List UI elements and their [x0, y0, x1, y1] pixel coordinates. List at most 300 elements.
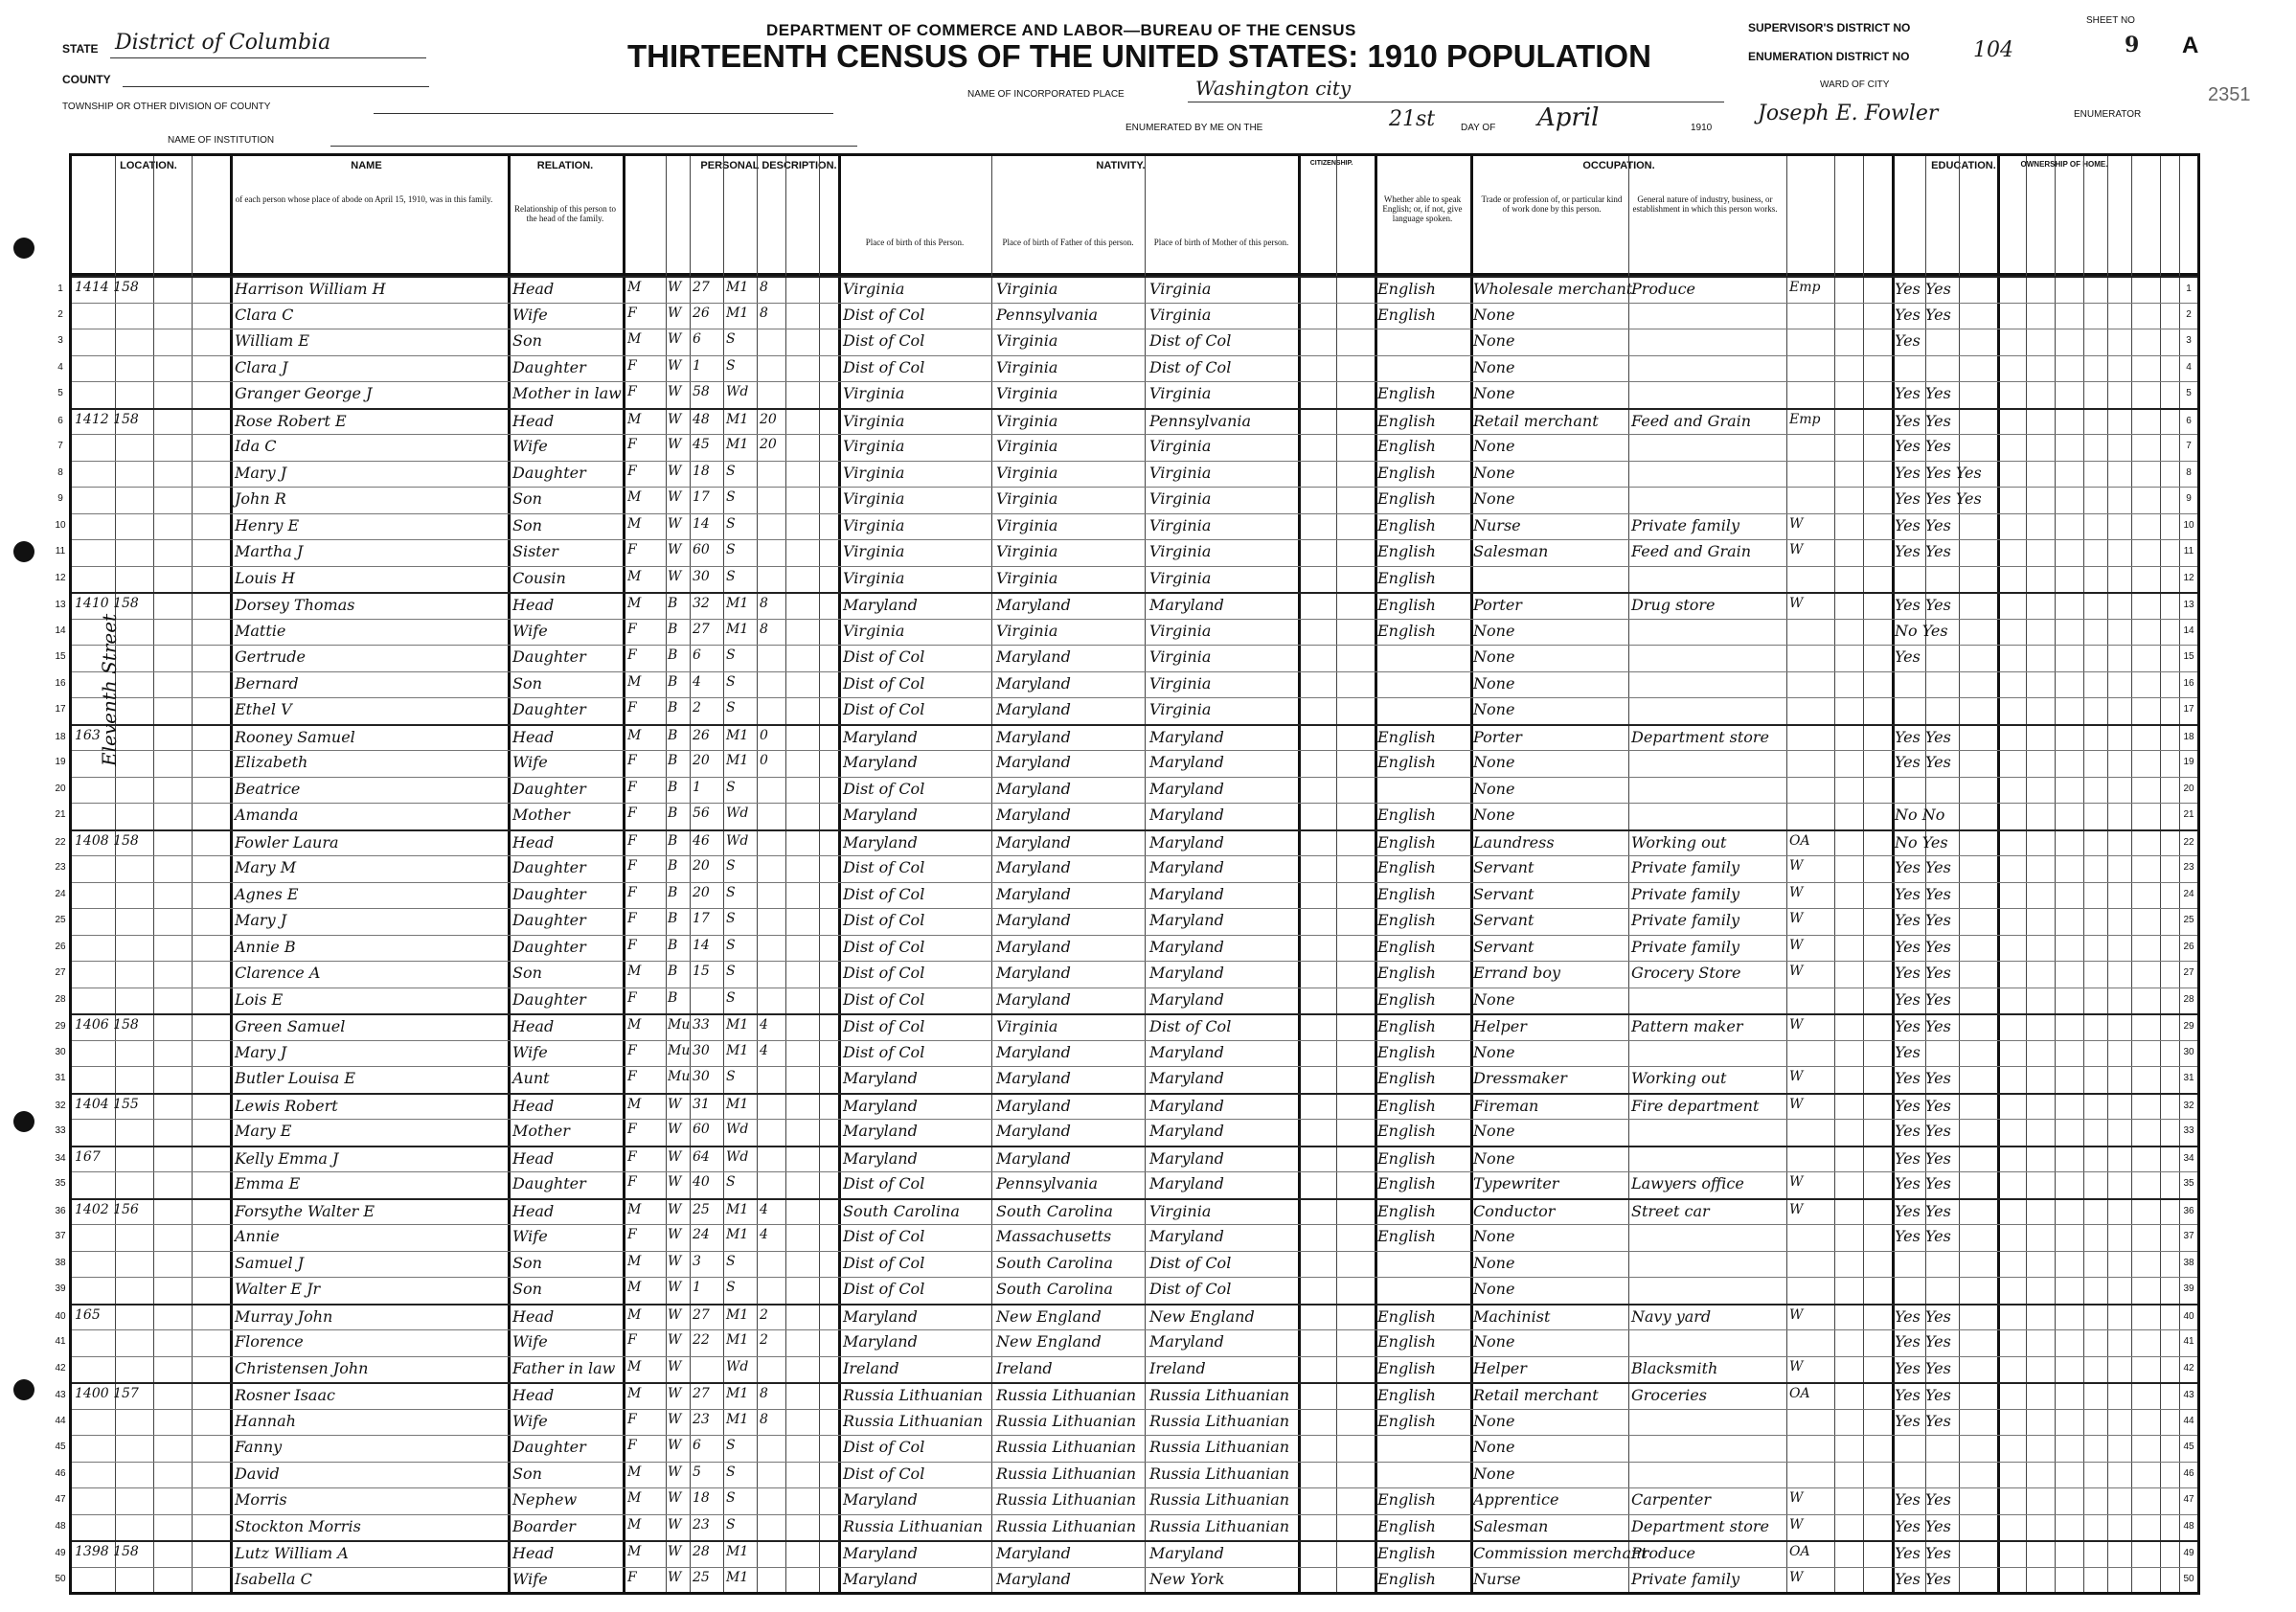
- cell-name: Louis H: [235, 568, 295, 587]
- group-citizenship: CITIZENSHIP.: [1309, 160, 1353, 167]
- cell-lang: English: [1377, 1122, 1436, 1140]
- line-number: 14: [2183, 624, 2194, 636]
- cell-age: 24: [693, 1227, 710, 1242]
- cell-sex: M: [627, 673, 642, 690]
- cell-lang: English: [1377, 727, 1436, 746]
- birth-mother-col-header: Place of birth of Mother of this person.: [1153, 238, 1289, 247]
- cell-b3: Maryland: [1149, 884, 1224, 903]
- cell-rel: Wife: [512, 1332, 548, 1351]
- cell-edu: Yes Yes: [1895, 1386, 1951, 1404]
- cell-rel: Head: [512, 1201, 555, 1220]
- cell-ms: M1: [726, 1332, 749, 1348]
- cell-edu: Yes Yes: [1895, 411, 1951, 430]
- cell-edu: Yes Yes: [1895, 1516, 1951, 1535]
- cell-lang: English: [1377, 1096, 1436, 1115]
- birth-person-col-header: Place of birth of this Person.: [865, 238, 965, 247]
- line-number: 15: [55, 651, 66, 662]
- cell-race: W: [668, 489, 682, 505]
- cell-edu: No Yes: [1895, 832, 1948, 851]
- table-row: [55, 988, 2197, 1013]
- cell-b1: Dist of Col: [843, 1227, 925, 1245]
- cell-race: B: [668, 806, 678, 821]
- cell-age: 30: [693, 1069, 710, 1084]
- line-number: 14: [55, 624, 66, 636]
- cell-sex: F: [627, 621, 637, 637]
- cell-sex: F: [627, 357, 637, 374]
- cell-edu: Yes Yes: [1895, 280, 1951, 298]
- line-number: 17: [55, 704, 66, 715]
- cell-occ: Dressmaker: [1473, 1069, 1567, 1087]
- cell-edu: Yes Yes: [1895, 1569, 1951, 1588]
- line-number: 12: [55, 572, 66, 583]
- cell-b2: Maryland: [996, 700, 1071, 718]
- cell-sex: M: [627, 411, 642, 427]
- cell-ind: Private family: [1631, 937, 1739, 956]
- cell-rel: Son: [512, 673, 542, 692]
- line-number: 16: [2183, 677, 2194, 689]
- cell-occ: Conductor: [1473, 1201, 1556, 1220]
- cell-ms: S: [726, 1464, 736, 1480]
- cell-age: 1: [693, 779, 701, 795]
- line-number: 20: [2183, 783, 2194, 794]
- cell-lang: English: [1377, 1358, 1436, 1377]
- cell-b2: Maryland: [996, 1148, 1071, 1168]
- cell-age: 64: [693, 1148, 710, 1165]
- place-label: NAME OF INCORPORATED PLACE: [967, 89, 1125, 100]
- cell-ind: Private family: [1631, 884, 1739, 903]
- line-number: 35: [55, 1178, 66, 1189]
- line-number: 24: [2183, 888, 2194, 899]
- line-number: 25: [55, 915, 66, 925]
- cell-b1: Maryland: [843, 1122, 918, 1140]
- table-row: [55, 1146, 2197, 1172]
- cell-ms: S: [726, 911, 736, 926]
- cell-b1: Dist of Col: [843, 1174, 925, 1192]
- cell-age: 27: [693, 621, 710, 637]
- cell-name: Butler Louisa E: [235, 1069, 356, 1087]
- cell-age: 25: [693, 1569, 710, 1585]
- cell-sex: M: [627, 1464, 642, 1480]
- cell-occ: None: [1473, 806, 1515, 824]
- cell-rel: Head: [512, 596, 555, 614]
- cell-emp: W: [1789, 858, 1804, 874]
- table-row: [55, 1251, 2197, 1277]
- table-row: [55, 855, 2197, 881]
- cell-age: 6: [693, 331, 701, 347]
- table-row: [55, 697, 2197, 723]
- county-label: COUNTY: [62, 73, 111, 86]
- cell-b3: Maryland: [1149, 1332, 1224, 1351]
- cell-edu: Yes: [1895, 647, 1921, 666]
- line-number: 4: [57, 361, 63, 373]
- cell-race: B: [668, 937, 678, 953]
- cell-b3: Virginia: [1149, 280, 1212, 298]
- cell-b3: Virginia: [1149, 700, 1212, 718]
- cell-b1: Maryland: [843, 596, 918, 614]
- census-title: THIRTEENTH CENSUS OF THE UNITED STATES: 1910 POPULATION: [627, 38, 1651, 74]
- cell-age: 6: [693, 1438, 701, 1453]
- cell-b2: Virginia: [996, 280, 1058, 298]
- table-header: [72, 156, 2197, 276]
- line-number: 35: [2183, 1178, 2194, 1189]
- cell-b1: Maryland: [843, 1569, 918, 1588]
- line-number: 10: [55, 519, 66, 531]
- cell-emp: W: [1789, 884, 1804, 900]
- cell-lang: English: [1377, 858, 1436, 876]
- cell-age: 18: [693, 463, 710, 479]
- cell-race: W: [668, 1358, 682, 1374]
- table-row: [57, 461, 2197, 487]
- cell-race: W: [668, 1490, 682, 1506]
- line-number: 27: [2183, 967, 2194, 978]
- cell-ms: M1: [726, 621, 749, 637]
- cell-name: Lutz William A: [235, 1544, 349, 1562]
- cell-ms: S: [726, 568, 736, 584]
- cell-loc: 1398 158: [75, 1544, 139, 1559]
- table-row: [55, 803, 2197, 829]
- table-row: [57, 329, 2197, 354]
- cell-b1: Maryland: [843, 727, 918, 746]
- cell-loc: 1402 156: [75, 1201, 139, 1217]
- cell-rel: Sister: [512, 542, 558, 560]
- cell-occ: Porter: [1473, 727, 1522, 746]
- cell-occ: Typewriter: [1473, 1174, 1559, 1192]
- line-number: 25: [2183, 915, 2194, 925]
- cell-b3: Virginia: [1149, 463, 1212, 482]
- table-row: [55, 961, 2197, 987]
- cell-b3: Russia Lithuanian: [1149, 1490, 1290, 1509]
- cell-b3: Virginia: [1149, 437, 1212, 455]
- cell-yrs: 2: [760, 1332, 768, 1348]
- line-number: 18: [2183, 731, 2194, 742]
- cell-emp: W: [1789, 542, 1804, 557]
- cell-b3: Maryland: [1149, 937, 1224, 956]
- cell-b2: Russia Lithuanian: [996, 1386, 1137, 1404]
- table-row: [55, 1277, 2197, 1303]
- table-row: [55, 1462, 2197, 1487]
- cell-sex: F: [627, 858, 637, 874]
- cell-name: Harrison William H: [235, 280, 386, 298]
- cell-lang: English: [1377, 1042, 1436, 1061]
- cell-ind: Department store: [1631, 1516, 1770, 1535]
- cell-name: Clarence A: [235, 964, 321, 982]
- table-row: [55, 777, 2197, 803]
- cell-edu: Yes Yes: [1895, 596, 1951, 614]
- cell-b3: Maryland: [1149, 1069, 1224, 1087]
- line-number: 49: [2183, 1548, 2194, 1558]
- cell-rel: Wife: [512, 1569, 548, 1588]
- line-number: 29: [55, 1021, 66, 1032]
- table-row: [55, 1119, 2197, 1145]
- cell-race: W: [668, 1253, 682, 1269]
- language-col-header: Whether able to speak English; or, if not, give language spoken.: [1382, 194, 1463, 223]
- line-number: 24: [55, 888, 66, 899]
- cell-sex: F: [627, 463, 637, 479]
- cell-b2: Virginia: [996, 437, 1058, 455]
- cell-occ: None: [1473, 700, 1515, 718]
- line-number: 6: [57, 415, 63, 426]
- cell-yrs: 8: [760, 1411, 768, 1427]
- cell-occ: None: [1473, 753, 1515, 771]
- cell-b3: Virginia: [1149, 515, 1212, 534]
- cell-edu: Yes Yes: [1895, 884, 1951, 903]
- group-ownership: OWNERSHIP OF HOME.: [2020, 160, 2108, 169]
- cell-b1: Dist of Col: [843, 1017, 925, 1035]
- cell-ms: M1: [726, 1017, 749, 1033]
- cell-emp: W: [1789, 515, 1804, 532]
- cell-b2: Russia Lithuanian: [996, 1411, 1137, 1430]
- cell-yrs: 4: [760, 1017, 768, 1033]
- cell-ms: M1: [726, 1306, 749, 1323]
- cell-ms: S: [726, 647, 736, 663]
- cell-edu: Yes Yes: [1895, 753, 1951, 771]
- cell-age: 31: [693, 1096, 710, 1112]
- cell-b3: Virginia: [1149, 568, 1212, 587]
- cell-edu: Yes Yes: [1895, 1332, 1951, 1351]
- line-number: 18: [55, 731, 66, 742]
- line-number: 9: [57, 493, 63, 504]
- cell-ind: Working out: [1631, 832, 1727, 851]
- cell-edu: Yes Yes: [1895, 1096, 1951, 1115]
- cell-occ: None: [1473, 1148, 1515, 1168]
- table-row: [55, 1224, 2197, 1250]
- cell-lang: English: [1377, 489, 1436, 508]
- cell-rel: Daughter: [512, 779, 586, 798]
- cell-b1: Dist of Col: [843, 1280, 925, 1298]
- cell-b3: Maryland: [1149, 779, 1224, 798]
- cell-race: W: [668, 1411, 682, 1427]
- line-number: 32: [55, 1100, 66, 1111]
- cell-ind: Lawyers office: [1631, 1174, 1744, 1192]
- cell-b3: Maryland: [1149, 596, 1224, 614]
- cell-race: B: [668, 621, 678, 637]
- cell-name: Walter E Jr: [235, 1280, 321, 1298]
- cell-occ: Porter: [1473, 596, 1522, 614]
- group-nativity: NATIVITY.: [1096, 160, 1146, 171]
- cell-race: W: [668, 411, 682, 427]
- cell-b2: Maryland: [996, 989, 1071, 1009]
- cell-sex: F: [627, 1438, 637, 1453]
- line-number: 11: [55, 546, 66, 556]
- cell-race: W: [668, 515, 682, 532]
- cell-loc: 1408 158: [75, 832, 139, 849]
- cell-edu: Yes Yes Yes: [1895, 463, 1982, 482]
- cell-rel: Daughter: [512, 911, 586, 929]
- cell-yrs: 8: [760, 1386, 768, 1401]
- cell-occ: Commission merchant: [1473, 1544, 1648, 1562]
- cell-sex: F: [627, 1042, 637, 1058]
- cell-race: Mu: [668, 1042, 691, 1058]
- table-row: [55, 1356, 2197, 1382]
- cell-occ: None: [1473, 1227, 1515, 1245]
- cell-b3: Maryland: [1149, 1227, 1224, 1245]
- table-row: [55, 1013, 2197, 1040]
- cell-race: B: [668, 858, 678, 874]
- cell-sex: M: [627, 1516, 642, 1533]
- cell-age: 32: [693, 596, 710, 611]
- cell-sex: M: [627, 1280, 642, 1295]
- cell-age: 22: [693, 1332, 710, 1348]
- cell-name: Rosner Isaac: [235, 1386, 335, 1404]
- cell-b2: Pennsylvania: [996, 305, 1099, 324]
- cell-lang: English: [1377, 621, 1436, 640]
- cell-edu: Yes Yes: [1895, 1544, 1951, 1562]
- cell-emp: W: [1789, 937, 1804, 953]
- cell-sex: F: [627, 989, 637, 1006]
- state-value: District of Columbia: [115, 31, 331, 55]
- cell-occ: Apprentice: [1473, 1490, 1559, 1509]
- cell-b3: Maryland: [1149, 727, 1224, 746]
- cell-sex: M: [627, 1386, 642, 1401]
- line-number: 7: [2186, 441, 2192, 451]
- cell-rel: Mother: [512, 806, 570, 824]
- cell-b3: Maryland: [1149, 753, 1224, 771]
- cell-occ: None: [1473, 1280, 1515, 1298]
- cell-b3: Virginia: [1149, 1201, 1212, 1220]
- cell-age: 1: [693, 357, 701, 374]
- cell-b3: Virginia: [1149, 542, 1212, 560]
- cell-occ: None: [1473, 1411, 1515, 1430]
- cell-name: Clara C: [235, 305, 294, 324]
- table-row: [55, 1540, 2197, 1567]
- line-number: 45: [55, 1442, 66, 1452]
- cell-race: B: [668, 832, 678, 849]
- line-number: 27: [55, 967, 66, 978]
- cell-yrs: 4: [760, 1227, 768, 1242]
- cell-yrs: 8: [760, 280, 768, 295]
- cell-emp: W: [1789, 1306, 1804, 1323]
- cell-race: W: [668, 1201, 682, 1217]
- cell-race: W: [668, 437, 682, 452]
- cell-b1: Dist of Col: [843, 647, 925, 666]
- line-number: 46: [2183, 1467, 2194, 1479]
- cell-edu: Yes Yes: [1895, 911, 1951, 929]
- cell-b1: Dist of Col: [843, 911, 925, 929]
- line-number: 33: [55, 1125, 66, 1136]
- cell-yrs: 4: [760, 1201, 768, 1217]
- cell-b1: Virginia: [843, 411, 905, 430]
- cell-ms: M1: [726, 1227, 749, 1242]
- cell-b2: Virginia: [996, 515, 1058, 534]
- street-name-margin: Eleventh Street: [98, 613, 121, 766]
- cell-ms: S: [726, 779, 736, 795]
- table-row: [55, 1329, 2197, 1355]
- cell-name: Bernard: [235, 673, 299, 692]
- cell-age: 33: [693, 1017, 710, 1033]
- line-number: 45: [2183, 1442, 2194, 1452]
- cell-b2: Maryland: [996, 779, 1071, 798]
- cell-ind: Grocery Store: [1631, 964, 1741, 982]
- table-row: [55, 1435, 2197, 1461]
- cell-b2: Maryland: [996, 832, 1071, 851]
- cell-name: John R: [235, 489, 286, 508]
- department-heading: DEPARTMENT OF COMMERCE AND LABOR—BUREAU OF THE CENSUS: [766, 21, 1356, 39]
- ward-label: WARD OF CITY: [1820, 79, 1890, 90]
- cell-lang: English: [1377, 542, 1436, 560]
- cell-race: W: [668, 1148, 682, 1165]
- cell-age: 15: [693, 964, 710, 979]
- cell-age: 6: [693, 647, 701, 663]
- cell-ind: Private family: [1631, 1569, 1739, 1588]
- cell-occ: Helper: [1473, 1358, 1527, 1377]
- cell-lang: English: [1377, 884, 1436, 903]
- cell-race: B: [668, 727, 678, 743]
- cell-ms: S: [726, 1438, 736, 1453]
- cell-name: Hannah: [235, 1411, 296, 1430]
- cell-b2: South Carolina: [996, 1201, 1113, 1220]
- cell-b3: Russia Lithuanian: [1149, 1411, 1290, 1430]
- table-row: [57, 487, 2197, 512]
- line-number: 47: [55, 1494, 66, 1505]
- cell-lang: English: [1377, 305, 1436, 324]
- cell-lang: English: [1377, 1069, 1436, 1087]
- cell-occ: Machinist: [1473, 1306, 1551, 1326]
- cell-edu: Yes Yes Yes: [1895, 489, 1982, 508]
- cell-race: W: [668, 1280, 682, 1295]
- cell-ms: S: [726, 884, 736, 900]
- cell-sex: M: [627, 568, 642, 584]
- cell-b2: Virginia: [996, 568, 1058, 587]
- line-number: 7: [57, 441, 63, 451]
- cell-name: Green Samuel: [235, 1017, 346, 1035]
- cell-occ: Laundress: [1473, 832, 1555, 851]
- cell-rel: Cousin: [512, 568, 566, 587]
- cell-b3: Virginia: [1149, 673, 1212, 692]
- cell-rel: Father in law: [512, 1358, 616, 1377]
- cell-race: W: [668, 357, 682, 374]
- cell-b3: Virginia: [1149, 621, 1212, 640]
- cell-b2: Virginia: [996, 621, 1058, 640]
- line-number: 5: [2186, 388, 2192, 398]
- cell-sex: M: [627, 1544, 642, 1559]
- cell-ind: Street car: [1631, 1201, 1710, 1220]
- enumeration-value: 104: [1973, 38, 2013, 62]
- cell-b2: Virginia: [996, 331, 1058, 350]
- table-row: [57, 408, 2197, 435]
- cell-race: W: [668, 1544, 682, 1559]
- cell-age: 2: [693, 700, 701, 715]
- cell-b3: Russia Lithuanian: [1149, 1516, 1290, 1535]
- cell-ms: S: [726, 1069, 736, 1084]
- cell-emp: OA: [1789, 1544, 1810, 1559]
- cell-b2: Maryland: [996, 647, 1071, 666]
- line-number: 47: [2183, 1494, 2194, 1505]
- line-number: 21: [2183, 809, 2194, 820]
- line-number: 19: [2183, 757, 2194, 767]
- line-number: 40: [2183, 1310, 2194, 1322]
- cell-ind: Carpenter: [1631, 1490, 1711, 1509]
- cell-ms: M1: [726, 1042, 749, 1058]
- line-number: 46: [55, 1467, 66, 1479]
- punch-hole: [13, 1379, 34, 1400]
- cell-edu: Yes Yes: [1895, 1122, 1951, 1140]
- cell-ms: S: [726, 489, 736, 505]
- cell-rel: Daughter: [512, 463, 586, 482]
- cell-rel: Head: [512, 1017, 555, 1035]
- line-number: 28: [55, 993, 66, 1005]
- cell-b2: Maryland: [996, 1042, 1071, 1061]
- cell-ind: Feed and Grain: [1631, 542, 1752, 560]
- cell-sex: M: [627, 515, 642, 532]
- cell-name: Dorsey Thomas: [235, 596, 355, 614]
- cell-b2: Russia Lithuanian: [996, 1516, 1137, 1535]
- cell-sex: F: [627, 884, 637, 900]
- line-number: 39: [2183, 1283, 2194, 1294]
- line-number: 19: [55, 757, 66, 767]
- cell-race: W: [668, 1464, 682, 1480]
- cell-sex: F: [627, 1227, 637, 1242]
- cell-emp: W: [1789, 1096, 1804, 1112]
